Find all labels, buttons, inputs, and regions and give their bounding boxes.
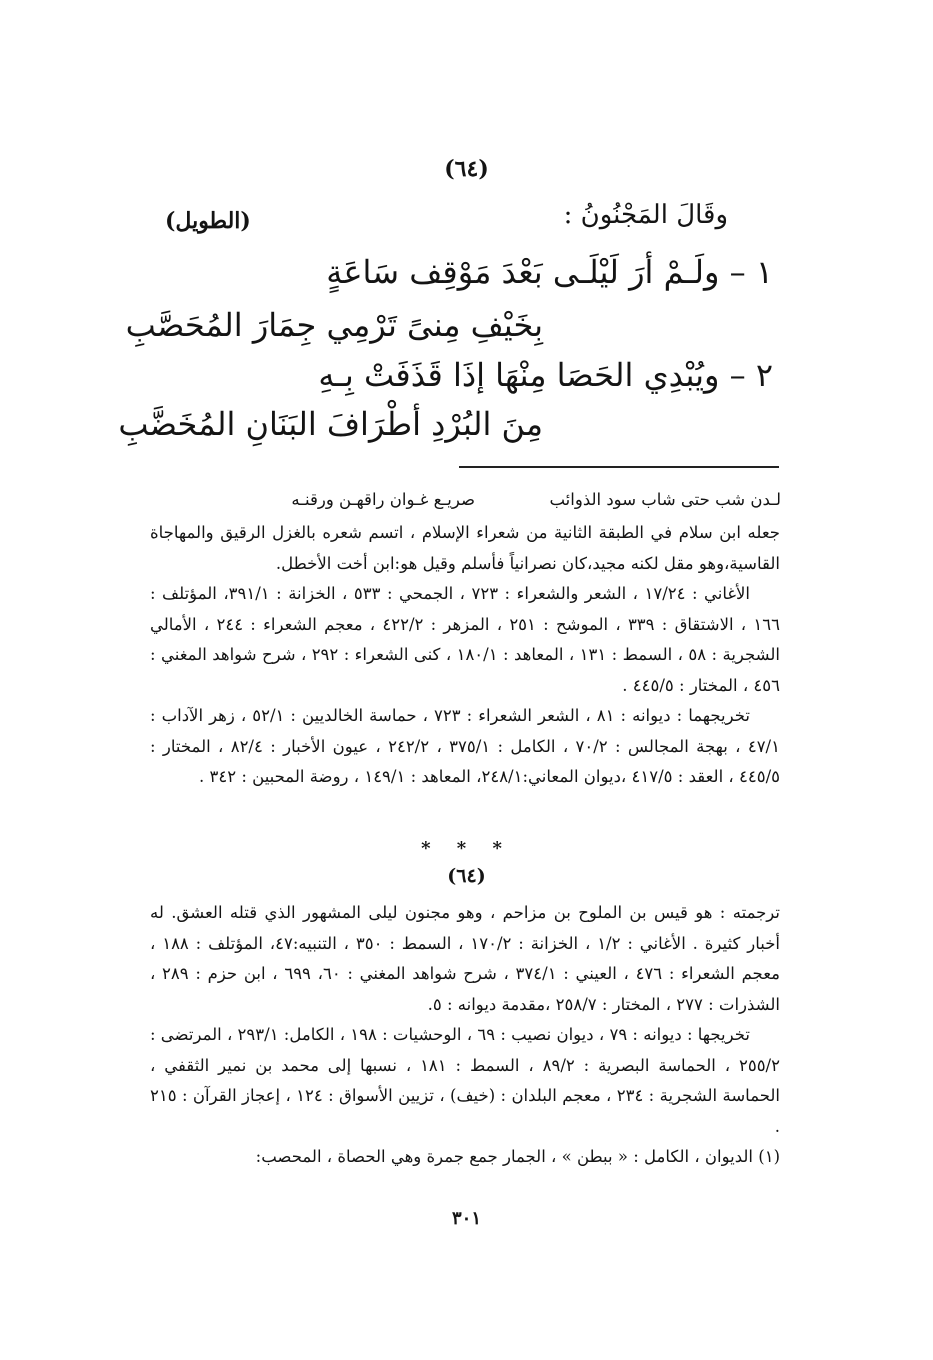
footnote-paragraph: تخريجها : ديوانه : ٧٩ ، ديوان نصيب : ٦٩ ، الوحشيات : ١٩٨ ، الكامل: ٢٩٣/١ ، المرتضى : ٢٥٥/٢ ، الحماسة البصرية : ٨٩/٢ ، السمط : ١٨١ ، نسبها إلى محمد بن نمير الثقفي ، الحماسة الشجرية : ٢٣٤ ، معجم البلدان : (خيف) ، تزيين الأسواق : ١٢٤ ، إعجاز القرآن : ٢١٥ . bbox=[150, 1025, 780, 1136]
poem-number: (٦٤) bbox=[444, 156, 489, 182]
poem-intro: وقَالَ المَجْنُونُ : bbox=[563, 200, 728, 230]
footnote-paragraph: (١) الديوان ، الكامل : « ببطن » ، الجمار جمع جمرة وهي الحصاة ، المحصب: bbox=[255, 1147, 780, 1166]
verse-1-first-hemistich: ١ – ولَـمْ أرَ لَيْلَـى بَعْدَ مَوْقِف سَاعَةٍ bbox=[326, 253, 773, 291]
page-number: ٣٠١ bbox=[451, 1208, 481, 1229]
footnote-paragraph: ترجمته : هو قيس بن الملوح بن مزاحم ، وهو مجنون ليلى المشهور الذي قتله العشق. له أخبار كثيرة . الأغاني : ١/٢ ، الخزانة : ١٧٠/٢ ، السمط : ٣٥٠ ، التنبيه:٤٧، المؤتلف : ١٨٨ ، معجم الشعراء : ٤٧٦ ، العيني : ٣٧٤/١ ، شرح شواهد المغني : ٦٠، ٦٩٩ ، ابن حزم : ٢٨٩ ، الشذرات : ٢٧٧ ، المختار : ٢٥٨/٧ ،مقدمة ديوانه : ٥. bbox=[150, 903, 781, 1014]
verse-2-second-hemistich: مِنَ البُرْدِ أطْرَافَ البَنَانِ المُخَضَّبِ bbox=[118, 405, 543, 443]
footnotes-bottom bbox=[150, 898, 780, 1173]
verse-2-first-hemistich: ٢ – ويُبْدِي الحَصَا مِنْهَا إذَا قَذَفَتْ بِـهِ bbox=[318, 356, 773, 394]
footnote-paragraph: تخريجهما : ديوانه : ٨١ ، الشعر الشعراء : ٧٢٣ ، حماسة الخالديين : ٥٢/١ ، زهر الآداب : ٤٧/١ ، بهجة المجالس : ٧٠/٢ ، الكامل : ٣٧٥/١ ، ٢٤٢/٢ ، عيون الأخبار : ٨٢/٤ ، المختار : ٤٤٥/٥ ، العقد : ٤١٧/٥ ،ديوان المعاني:٢٤٨/١، المعاهد : ١٤٩/١ ، روضة المحبين : ٣٤٢ . bbox=[150, 706, 780, 786]
footnotes-top bbox=[150, 518, 780, 793]
verse-1-second-hemistich: بِخَيْفِ مِنىً تَرْمِي جِمَارَ المُحَصَّبِ bbox=[125, 306, 543, 344]
cited-verse-first-hemistich: صريـع غـوان راقهـن ورقنـه bbox=[291, 490, 475, 509]
footnote-divider bbox=[459, 466, 779, 468]
section-separator: * * * bbox=[421, 838, 512, 859]
footnote-paragraph: جعله ابن سلام في الطبقة الثانية من شعراء الإسلام ، اتسم شعره بالغزل الرقيق والمهاجاة القاسية،وهو مقل لكنه مجيد،كان نصرانياً فأسلم وقيل هو:ابن أخت الأخطل. bbox=[150, 523, 780, 573]
poem-meter: (الطويل) bbox=[165, 208, 251, 234]
cited-verse-second-hemistich: لـدن شب حتى شاب سود الذوائب bbox=[549, 490, 781, 509]
footnote-section-number: (٦٤) bbox=[447, 865, 486, 887]
footnote-paragraph: الأغاني : ١٧/٢٤ ، الشعر والشعراء : ٧٢٣ ، الجمحي : ٥٣٣ ، الخزانة : ٣٩١/١، المؤتلف : ١٦٦ ، الاشتقاق : ٣٣٩ ، الموشح : ٢٥١ ، المزهر : ٤٢٢/٢ ، معجم الشعراء : ٢٤٤ ، الأمالي الشجرية : ٥٨ ، السمط : ١٣١ ، المعاهد : ١٨٠/١ ، كنى الشعراء : ٢٩٢ ، شرح شواهد المغني : ٤٥٦ ، المختار : ٤٤٥/٥ . bbox=[150, 584, 780, 695]
